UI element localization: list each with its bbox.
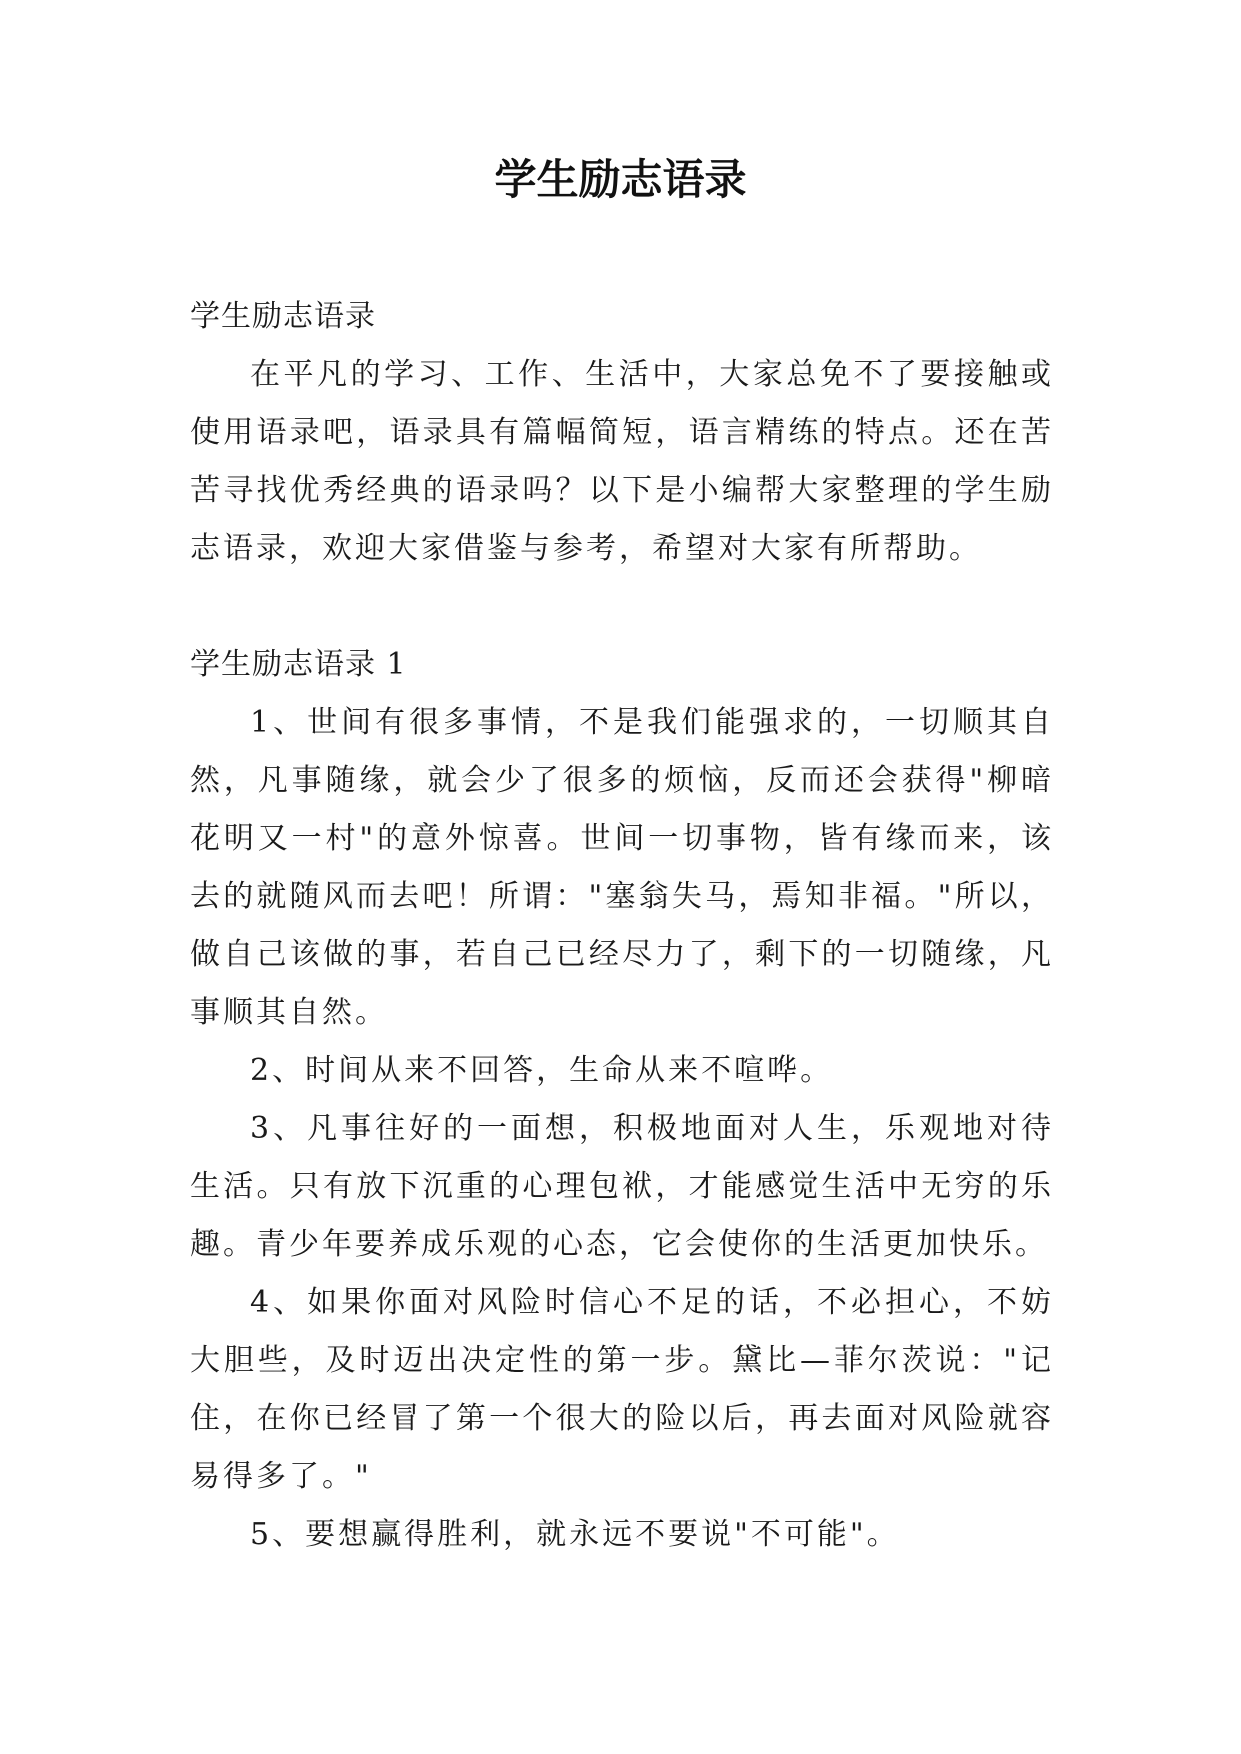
quote-item-2: 2、时间从来不回答，生命从来不喧哗。 [250, 1053, 834, 1088]
document-body [190, 288, 1054, 1564]
section-heading: 学生励志语录 1 [190, 647, 407, 682]
quote-item-4: 4、如果你面对风险时信心不足的话，不必担心，不妨大胆些，及时迈出决定性的第一步。黛比—菲尔茨说："记住，在你已经冒了第一个很大的险以后，再去面对风险就容易得多了。" [190, 1285, 1054, 1494]
quote-item-1: 1、世间有很多事情，不是我们能强求的，一切顺其自然，凡事随缘，就会少了很多的烦恼，反而还会获得"柳暗花明又一村"的意外惊喜。世间一切事物，皆有缘而来，该去的就随风而去吧！所谓："塞翁失马，焉知非福。"所以，做自己该做的事，若自己已经尽力了，剩下的一切随缘，凡事顺其自然。 [190, 705, 1054, 1030]
document-title: 学生励志语录 [494, 155, 747, 204]
quote-item-5: 5、要想赢得胜利，就永远不要说"不可能"。 [250, 1517, 900, 1552]
intro-paragraph: 在平凡的学习、工作、生活中，大家总免不了要接触或使用语录吧，语录具有篇幅简短，语言精练的特点。还在苦苦寻找优秀经典的语录吗？以下是小编帮大家整理的学生励志语录，欢迎大家借鉴与参考，希望对大家有所帮助。 [190, 357, 1054, 566]
intro-heading: 学生励志语录 [190, 299, 376, 334]
quote-item-3: 3、凡事往好的一面想，积极地面对人生，乐观地对待生活。只有放下沉重的心理包袱，才能感觉生活中无穷的乐趣。青少年要养成乐观的心态，它会使你的生活更加快乐。 [190, 1111, 1054, 1262]
